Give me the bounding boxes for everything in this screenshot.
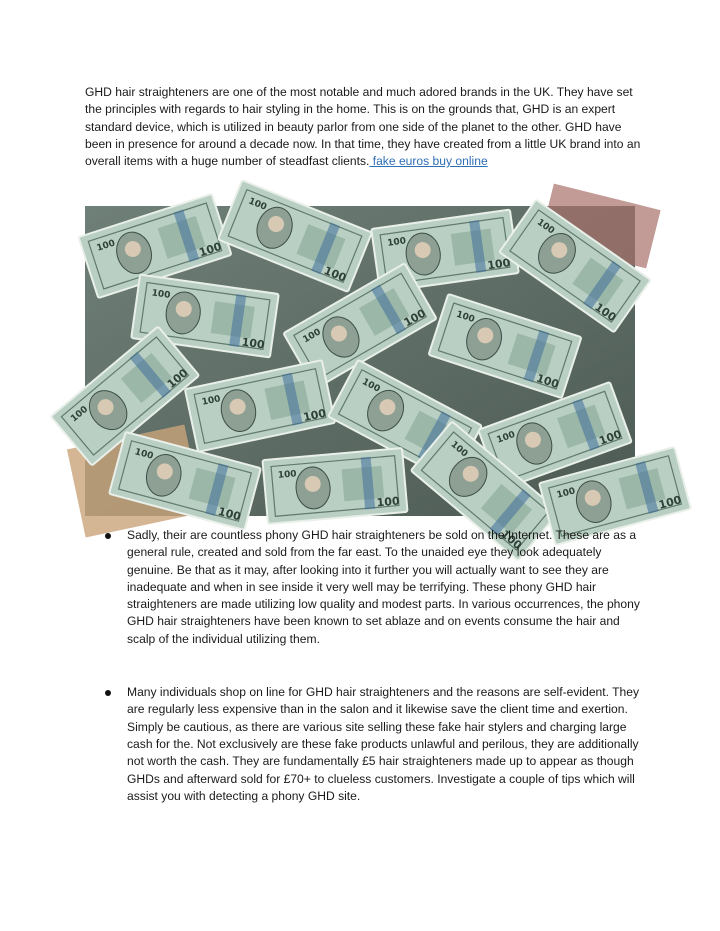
fake-euros-link[interactable]: fake euros buy online <box>369 154 488 169</box>
banknotes-illustration: 100 <box>85 206 635 516</box>
bullet-dot-icon <box>105 690 111 696</box>
intro-paragraph <box>85 84 641 170</box>
banknotes-photo <box>29 186 635 516</box>
bullet-item-2 <box>85 684 641 805</box>
bullet-list <box>85 527 641 805</box>
bullet-text-1: Sadly, their are countless phony GHD hair straighteners be sold on the Internet. These are as a general rule, created and sold from the far east. To the unaided eye they look adequately genuine. Be that as it may, after looking into it further you will actually want to see they are inadequate and when in see inside it very well may be terrifying. These phony GHD hair straighteners are made utilizing low quality and modest parts. In various occurrences, the phony GHD hair straighteners have been known to set ablaze and on events consume the hair and scalp of the individual utilizing them. <box>127 528 640 646</box>
bullet-item-1 <box>85 527 641 648</box>
bullet-dot-icon <box>105 533 111 539</box>
bullet-text-2: Many individuals shop on line for GHD hair straighteners and the reasons are self-evident. They are regularly less expensive than in the salon and it likewise save the client time and exertion. Simply be cautious, as there are various site selling these fake hair stylers and charging large cash for the. Not exclusively are these fake products unlawful and perilous, they are additionally not worth the cash. They are fundamentally £5 hair straighteners made up to appear as though GHDs and afterward sold for £70+ to clueless customers. Investigate a couple of tips which will assist you with detecting a phony GHD site. <box>127 685 640 803</box>
intro-text: GHD hair straighteners are one of the most notable and much adored brands in the UK. They have set the principles with regards to hair styling in the home. This is on the grounds that, GHD is an expert standard device, which is utilized in beauty parlor from one side of the planet to the other. GHD have been in presence for around a decade now. In that time, they have created from a little UK brand into an overall items with a huge number of steadfast clients. <box>85 85 641 169</box>
